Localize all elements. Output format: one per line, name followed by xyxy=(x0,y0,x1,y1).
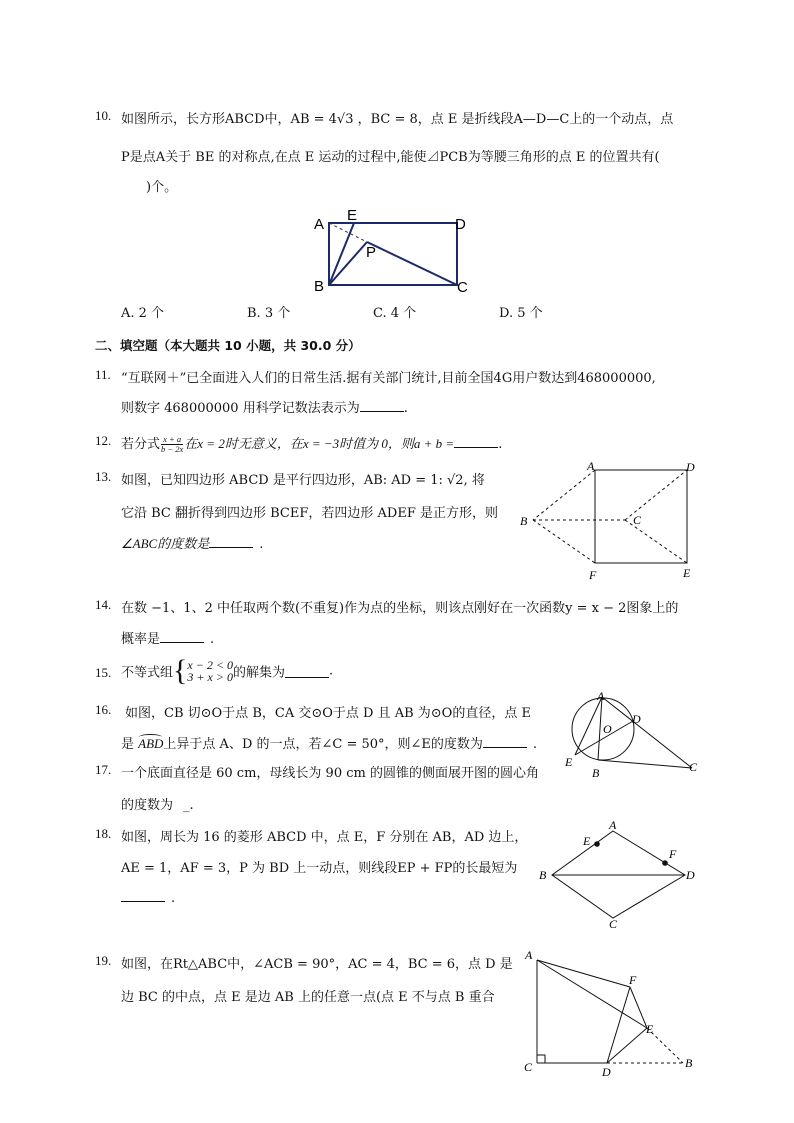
q14-number: 14. xyxy=(95,597,112,612)
q19-line2: 边 BC 的中点，点 E 是边 AB 上的任意一点(点 E 不与点 B 重合 xyxy=(121,990,495,1005)
q16-answer-blank[interactable] xyxy=(483,735,527,748)
q18-number: 18. xyxy=(95,826,112,841)
segment-bp xyxy=(329,242,367,285)
q10-line2: P是点A关于 BE 的对称点,在点 E 运动的过程中,能使⊿PCB为等腰三角形的点 E 的位置共有( xyxy=(121,150,660,165)
q17-line2-text: 的度数为 xyxy=(121,798,174,813)
q17-answer-blank[interactable]: _. xyxy=(183,798,194,813)
q12-period: . xyxy=(498,437,503,452)
label-a: A xyxy=(587,459,595,473)
label-c: C xyxy=(689,760,698,774)
q16-period: . xyxy=(532,737,538,752)
q19-figure xyxy=(515,945,705,1080)
q17-line2 xyxy=(121,794,194,813)
q14-line2 xyxy=(121,628,214,647)
label-d: D xyxy=(632,712,641,726)
q13-line3 xyxy=(121,533,263,552)
q18-line3 xyxy=(121,889,175,906)
label-c: C xyxy=(609,917,618,930)
q15-text1: 不等式组 xyxy=(121,665,174,681)
label-d: D xyxy=(686,460,695,474)
segment-ae xyxy=(537,960,647,1028)
q13-line2: 它沿 BC 翻折得到四边形 BCEF，若四边形 ADEF 是正方形，则 xyxy=(121,506,498,521)
q15-system xyxy=(187,659,233,683)
label-a: A xyxy=(597,689,605,703)
q11-line2 xyxy=(121,397,408,416)
q18-answer-blank[interactable] xyxy=(121,889,165,902)
q13-period: . xyxy=(259,537,264,552)
q18-period: . xyxy=(171,891,176,906)
q15-brace: { xyxy=(173,654,188,687)
q12-answer-blank[interactable] xyxy=(454,435,498,448)
q10-option-d: D. 5 个 xyxy=(499,306,543,321)
q15-line xyxy=(121,656,333,686)
q14-line2-text: 概率是 xyxy=(121,632,161,647)
q12-text2: 在x = 2时无意义，在x = −3时值为 0，则a + b = xyxy=(184,436,455,451)
right-angle-mark xyxy=(537,1055,545,1063)
label-o: O xyxy=(603,722,612,736)
label-e: E xyxy=(347,207,358,224)
q13-number: 13. xyxy=(95,469,112,484)
q10-number: 10. xyxy=(95,108,112,123)
label-c: C xyxy=(457,279,468,296)
q17-number: 17. xyxy=(95,762,112,777)
point-e xyxy=(594,841,600,847)
q15-period: . xyxy=(328,663,334,679)
label-a: A xyxy=(609,818,617,832)
label-e: E xyxy=(583,834,591,848)
q18-line1: 如图，周长为 16 的菱形 ABCD 中，点 E，F 分别在 AB，AD 边上， xyxy=(121,830,528,845)
q12-fraction xyxy=(161,435,183,454)
q18-figure xyxy=(535,818,705,930)
q11-period: . xyxy=(403,401,408,416)
q14-answer-blank[interactable] xyxy=(160,630,204,643)
q10-figure xyxy=(305,205,485,300)
label-a: A xyxy=(314,216,325,233)
q13-line3-text: ∠ABC的度数是 xyxy=(121,536,210,551)
diameter-ab xyxy=(598,697,602,760)
label-a: A xyxy=(525,948,533,962)
q16-figure xyxy=(560,688,705,783)
label-b: B xyxy=(314,278,325,295)
q18-line2: AE = 1，AF = 3，P 为 BD 上一动点，则线段EP + FP的长最短为 xyxy=(121,861,518,876)
q15-number: 15. xyxy=(95,665,112,680)
label-f: F xyxy=(589,568,597,582)
label-c: C xyxy=(524,1060,533,1074)
label-d: D xyxy=(602,1065,611,1079)
label-b: B xyxy=(539,868,547,882)
q16-arc-abd xyxy=(138,736,163,751)
q15-answer-blank[interactable] xyxy=(285,665,329,678)
q16-number: 16. xyxy=(95,702,112,717)
label-p: P xyxy=(366,244,377,261)
label-e: E xyxy=(565,755,573,769)
label-b: B xyxy=(685,1056,693,1070)
label-e: E xyxy=(683,566,691,580)
segment-pc xyxy=(367,242,457,285)
q15-ineq2: 3 + x > 0 xyxy=(187,670,233,684)
q14-line1: 在数 −1、1、2 中任取两个数(不重复)作为点的坐标，则该点刚好在一次函数y = x − 2图象上的 xyxy=(121,601,679,616)
segment-ab xyxy=(533,470,595,520)
q16-line2-text: 是 xyxy=(121,737,139,752)
q15-ineq1: x − 2 < 0 xyxy=(187,658,233,672)
q16-line1: 如图，CB 切⊙O于点 B，CA 交⊙O于点 D 且 AB 为⊙O的直径，点 E xyxy=(125,706,531,721)
segment-fe xyxy=(630,987,647,1028)
segment-af xyxy=(537,960,630,987)
q10-option-c: C. 4 个 xyxy=(373,306,417,321)
q17-line1: 一个底面直径是 60 cm，母线长为 90 cm 的圆锥的侧面展开图的圆心角 xyxy=(121,766,539,781)
point-f xyxy=(662,860,668,866)
q19-line1: 如图，在Rt△ABC中，∠ACB = 90°，AC = 4，BC = 6，点 D 是 xyxy=(121,957,513,972)
segment-fd xyxy=(607,987,630,1063)
q16-arc-label: ABD xyxy=(138,736,164,751)
segment-de xyxy=(607,1028,647,1063)
q12-text1: 若分式 xyxy=(121,437,161,452)
segment-bc xyxy=(598,760,692,768)
q10-option-a: A. 2 个 xyxy=(121,306,165,321)
q19-number: 19. xyxy=(95,953,112,968)
q11-line2-text: 则数字 468000000 用科学记数法表示为 xyxy=(121,401,360,416)
q11-answer-blank[interactable] xyxy=(360,399,404,412)
q12-numerator: x + a xyxy=(161,435,183,445)
label-c: C xyxy=(633,513,642,527)
q14-period: . xyxy=(210,632,215,647)
q13-line1: 如图，已知四边形 ABCD 是平行四边形，AB: AD = 1: √2, 将 xyxy=(121,473,485,488)
q16-line2 xyxy=(121,733,537,752)
segment-bf xyxy=(533,520,595,563)
q11-line1: “互联网＋”已全面进入人们的日常生活.据有关部门统计,目前全国4G用户数达到468000000, xyxy=(121,371,656,386)
q12-line xyxy=(121,433,502,454)
label-b: B xyxy=(592,766,600,780)
q12-number: 12. xyxy=(95,433,112,448)
q10-line3: )个。 xyxy=(146,180,178,195)
segment-ae xyxy=(575,697,602,755)
q13-answer-blank[interactable] xyxy=(209,535,253,548)
segment-be xyxy=(329,223,354,285)
q10-line1: 如图所示，长方形ABCD中，AB = 4√3 ，BC = 8，点 E 是折线段A—D—C上的一个动点，点 xyxy=(121,112,674,127)
label-f: F xyxy=(669,847,677,861)
q15-text2: 的解集为 xyxy=(232,665,285,681)
q13-figure xyxy=(515,458,705,583)
q10-option-b: B. 3 个 xyxy=(247,306,291,321)
label-d: D xyxy=(455,216,466,233)
q12-denominator: b − 2x xyxy=(161,444,184,454)
label-d: D xyxy=(686,868,695,882)
label-f: F xyxy=(629,973,637,987)
section-title-fill-in: 二、填空题（本大题共 10 小题，共 30.0 分） xyxy=(95,338,361,353)
label-e: E xyxy=(646,1022,654,1036)
q11-number: 11. xyxy=(95,367,111,382)
label-b: B xyxy=(520,514,528,528)
q16-line2-text2: 上异于点 A、D 的一点，若∠C = 50°，则∠E的度数为 xyxy=(163,737,483,752)
